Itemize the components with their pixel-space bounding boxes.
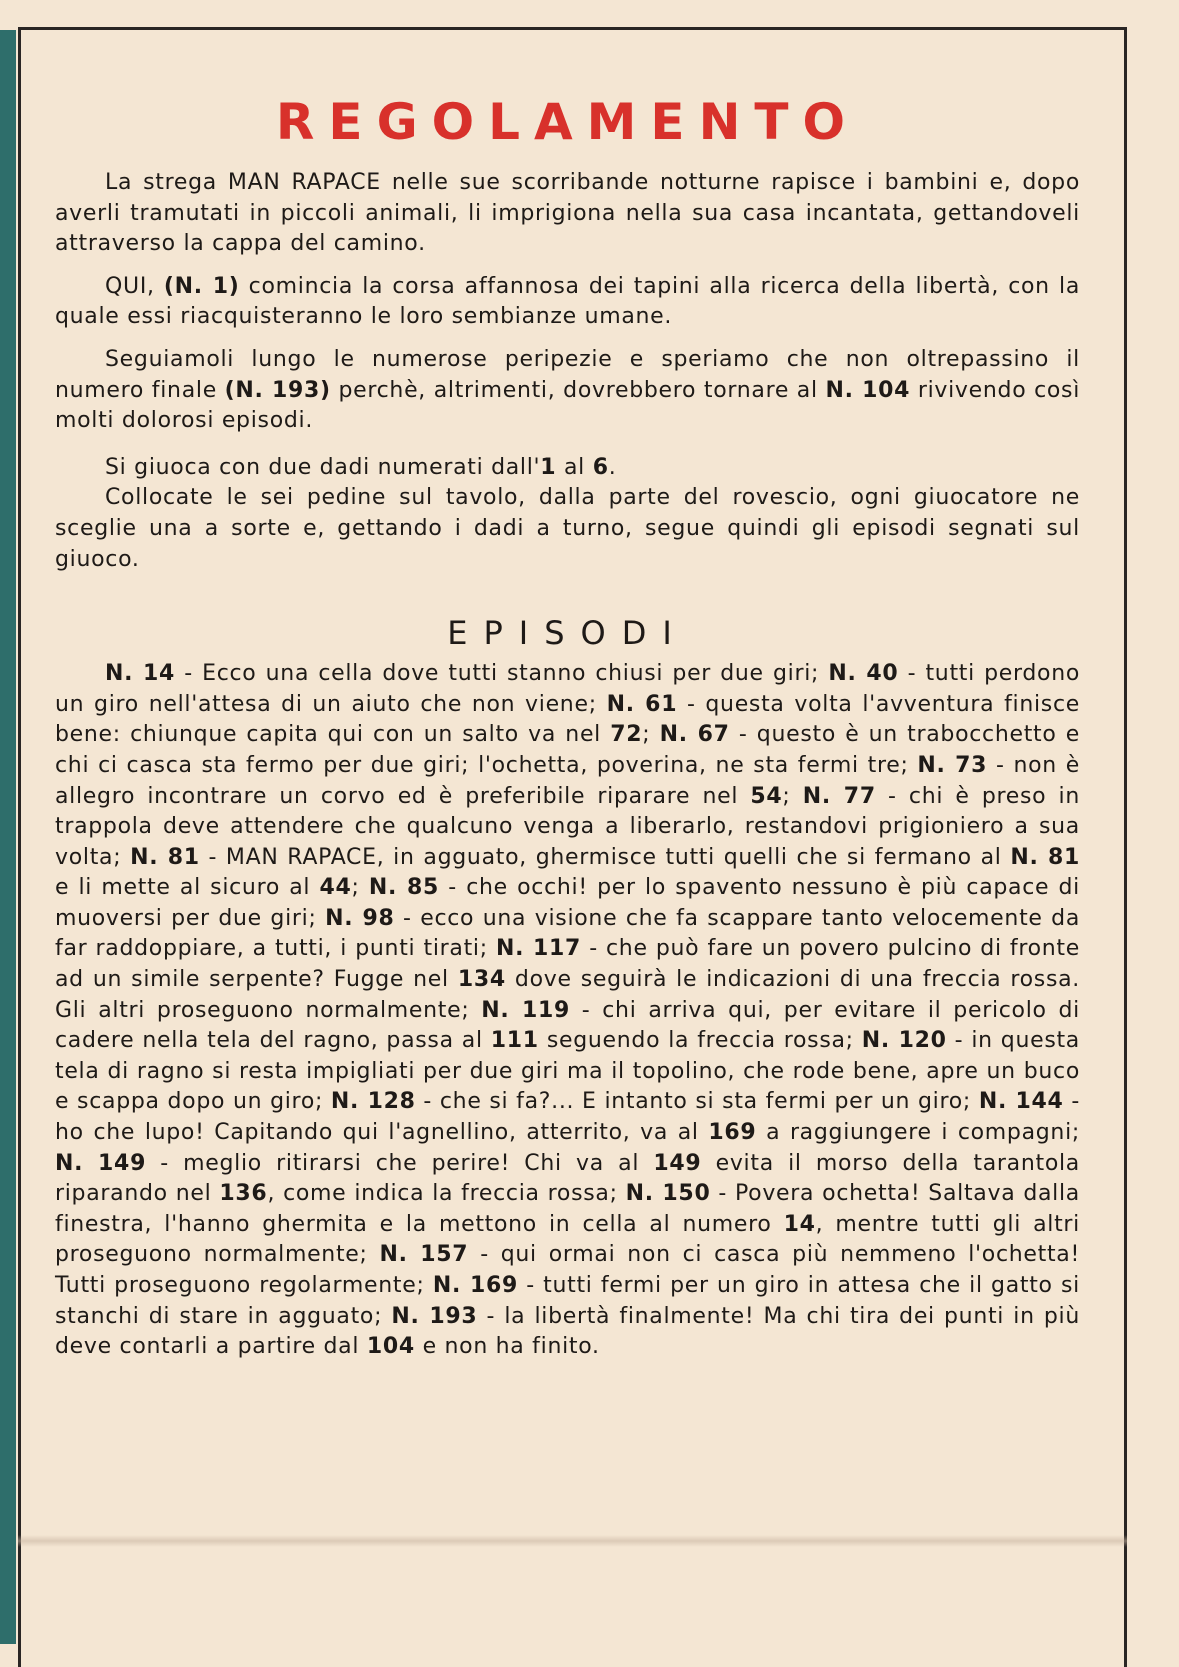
text-span: La strega	[105, 170, 228, 195]
episode-text: - Ecco una cella dove tutti stanno chiusi per due giri;	[175, 661, 829, 687]
number-ref: N. 104	[825, 377, 911, 403]
text-span: Si giuoca con due dadi numerati dall'	[105, 454, 541, 480]
text-span: comincia la corsa affannosa dei tapini alla ricerca della libertà, con la quale essi riacquisteranno le loro sembianze umane.	[55, 273, 1081, 330]
left-edge-strip	[0, 30, 16, 1644]
episode-text: - tutti perdono un giro nell'attesa di un aiuto che non viene;	[55, 661, 1080, 717]
episode-number: N. 119	[481, 997, 570, 1023]
number-ref: 104	[366, 1334, 415, 1360]
number-ref: 44	[319, 875, 352, 901]
episode-text: e non ha finito.	[414, 1334, 600, 1360]
number-ref: 1	[540, 454, 557, 480]
rules-sheet	[55, 90, 1080, 1363]
text-span: al	[556, 454, 593, 480]
number-ref: 6	[592, 454, 609, 480]
episode-text: ;	[642, 722, 660, 748]
number-ref: 134	[457, 967, 506, 993]
episode-text: - che si fa?... E intanto si sta fermi per un giro;	[415, 1089, 979, 1115]
episode-number: N. 61	[606, 691, 678, 717]
episode-text: , come indica la freccia rossa;	[267, 1181, 626, 1207]
number-ref: (N. 1)	[163, 273, 240, 299]
episode-text: - Povera ochetta! Saltava dalla finestra, l'hanno ghermita e la mettono in cella al numero	[55, 1181, 1080, 1237]
text-span: .	[608, 454, 617, 480]
episode-number: N. 149	[55, 1150, 147, 1176]
episode-number: N. 169	[432, 1273, 518, 1298]
episode-text: - chi arriva qui, per evitare il pericolo di cadere nella tela del ragno, passa al	[55, 997, 1080, 1054]
episode-text: evita il morso della tarantola riparando nel	[55, 1150, 1080, 1207]
episode-text: ;	[351, 875, 369, 901]
episode-text: - tutti fermi per un giro in attesa che il gatto si stanchi di stare in agguato;	[55, 1273, 1080, 1329]
number-ref: 111	[490, 1028, 539, 1054]
episode-number: N. 67	[659, 722, 730, 748]
paragraph-setup: Collocate le sei pedine sul tavolo, dalla parte del rovescio, ogni giuocatore ne sceglie una a sorte e, gettando i dadi a turno, segue quindi gli episodi segnati sul giuoco.	[55, 485, 1080, 572]
number-ref: 136	[219, 1181, 268, 1207]
episodes-title: EPISODI	[447, 614, 688, 653]
episode-number: N. 144	[978, 1089, 1064, 1115]
episode-number: N. 14	[105, 661, 176, 687]
episode-text: dove seguirà le indicazioni di una freccia rossa. Gli altri proseguono normalmente;	[55, 967, 1080, 1023]
episode-text: - che può fare un povero pulcino di fronte ad un simile serpente? Fugge nel	[55, 936, 1080, 993]
paragraph-goal	[55, 345, 1080, 437]
text-span: perchè, altrimenti, dovrebbero tornare al	[330, 377, 826, 403]
episode-number: N. 73	[917, 752, 988, 778]
episode-text: - non è allegro incontrare un corvo ed è preferibile riparare nel	[55, 752, 1080, 809]
text-span: QUI,	[105, 273, 164, 299]
number-ref: N. 81	[1010, 844, 1081, 870]
number-ref: 14	[783, 1211, 816, 1237]
episode-text: - qui ormai non ci casca più nemmeno l'ochetta! Tutti proseguono regolarmente;	[55, 1242, 1080, 1298]
episode-number: N. 81	[130, 844, 200, 870]
episode-text: ;	[782, 783, 803, 809]
episode-number: N. 40	[828, 661, 899, 687]
witch-name: MAN RAPACE	[227, 170, 381, 195]
paragraph-dice	[55, 453, 1080, 484]
number-ref: 169	[708, 1120, 757, 1146]
episode-text: - chi è preso in trappola deve attendere che qualcuno venga a liberarlo, restandovi prigioniero a sua volta;	[55, 783, 1081, 870]
episode-number: N. 120	[861, 1028, 947, 1054]
episode-number: N. 77	[802, 783, 876, 809]
episode-number: N. 128	[330, 1089, 416, 1115]
number-ref: 54	[750, 783, 783, 809]
text-span: Seguiamoli lungo le numerose peripezie e speriamo che non oltrepassino il numero finale	[55, 346, 1080, 403]
page-title: REGOLAMENTO	[275, 93, 860, 151]
paragraph-start	[55, 272, 1080, 333]
episode-text: - ho che lupo! Capitando qui l'agnellino, atterrito, va al	[55, 1089, 1080, 1146]
episode-text: - in questa tela di ragno si resta impigliati per due giri ma il topolino, che rode bene, apre un buco e scappa dopo un giro;	[55, 1028, 1080, 1115]
episode-text: - ecco una visione che fa scappare tanto velocemente da far raddoppiare, a tutti, i punti tirati;	[55, 905, 1081, 962]
episode-text: - MAN RAPACE, in agguato, ghermisce tutti quelli che si fermano al	[199, 844, 1011, 870]
episode-text: - la libertà finalmente! Ma chi tira dei punti in più deve contarli a partire dal	[55, 1303, 1080, 1360]
episode-text: a raggiungere i compagni;	[756, 1120, 1081, 1146]
episode-number: N. 117	[496, 936, 582, 962]
text-span: nelle sue scorribande notturne rapisce i bambini e, dopo averli tramutati in piccoli animali, li imprigiona nella sua casa incantata, gettandoveli attraverso la cappa del camino.	[55, 170, 1080, 257]
episode-number: N. 193	[391, 1303, 478, 1329]
episode-text: - questa volta l'avventura finisce bene: chiunque capita qui con un salto va nel	[55, 691, 1080, 748]
number-ref: 72	[610, 722, 643, 748]
episode-text: e li mette al sicuro al	[55, 875, 320, 901]
episodes-paragraph	[55, 659, 1080, 1363]
episode-text: , mentre tutti gli altri proseguono normalmente;	[55, 1211, 1080, 1268]
episode-text: - questo è un trabocchetto e chi ci casca sta fermo per due giri; l'ochetta, poverina, ne sta fermi tre;	[55, 722, 1081, 778]
episode-text: - meglio ritirarsi che perire! Chi va al	[146, 1150, 654, 1176]
paragraph-intro	[55, 168, 1080, 260]
page-fold	[18, 1535, 1127, 1547]
number-ref: 149	[653, 1150, 702, 1176]
number-ref: (N. 193)	[224, 377, 331, 403]
episode-text: seguendo la freccia rossa;	[538, 1028, 862, 1054]
episode-number: N. 85	[368, 875, 440, 901]
episode-number: N. 157	[379, 1242, 469, 1268]
text-span: rivivendo così molti dolorosi episodi.	[55, 377, 1081, 434]
episode-number: N. 98	[325, 905, 395, 931]
episode-text: - che occhi! per lo spavento nessuno è più capace di muoversi per due giri;	[55, 875, 1080, 931]
episode-number: N. 150	[625, 1181, 711, 1207]
